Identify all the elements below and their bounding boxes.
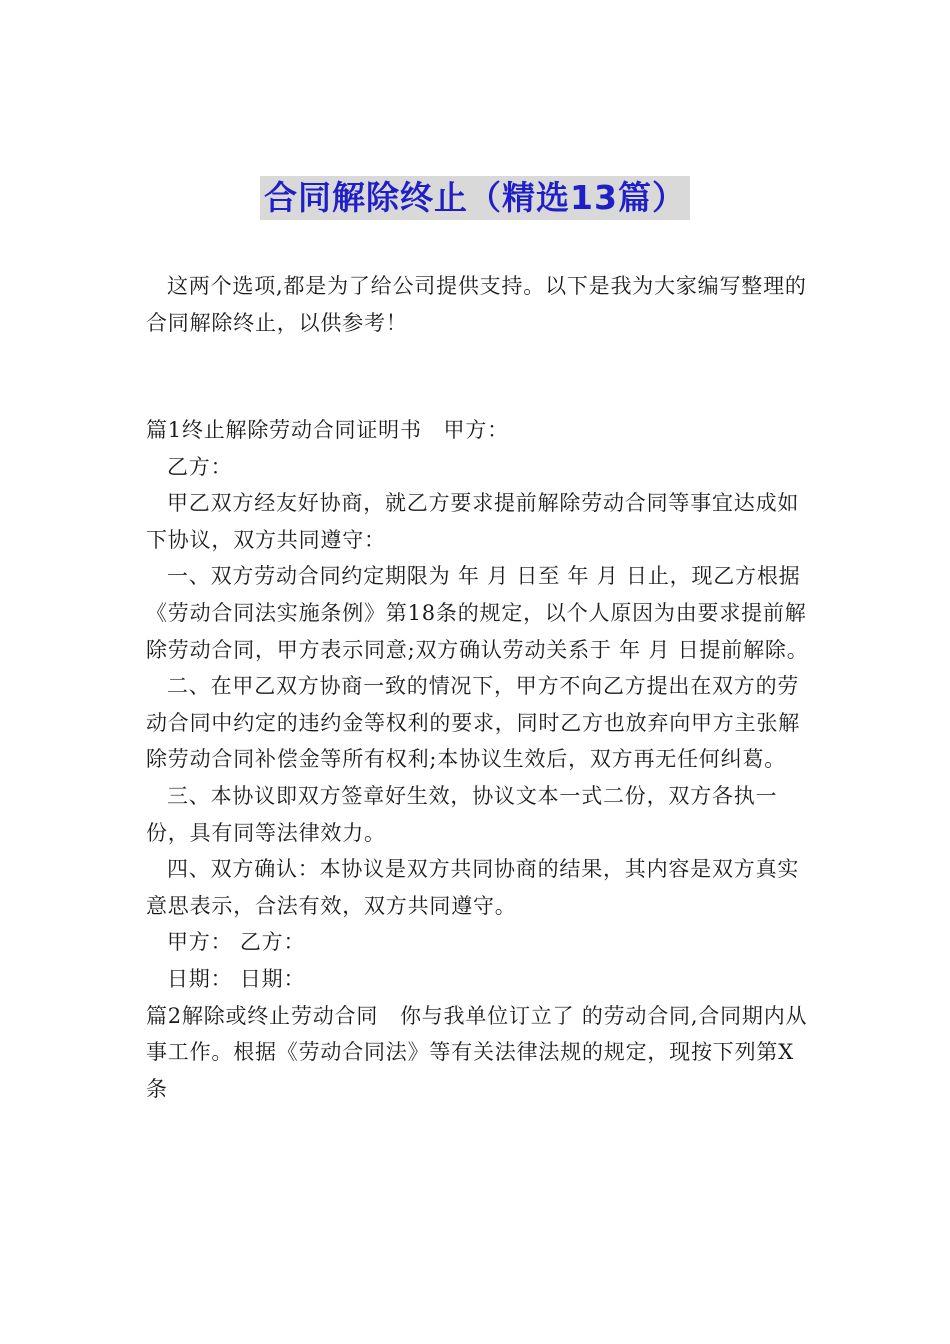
body-paragraph: 三、本协议即双方签章好生效，协议文本一式二份，双方各执一份，具有同等法律效力。 [146, 783, 778, 845]
body-paragraph: 乙方： [167, 454, 233, 479]
body-paragraph: 二、在甲乙双方协商一致的情况下，甲方不向乙方提出在双方的劳动合同中约定的违约金等权利的要求，同时乙方也放弃向甲方主张解除劳动合同补偿金等所有权利;本协议生效后，双方再无任何纠葛。 [146, 674, 800, 772]
body-paragraph: 甲方： 乙方： [167, 930, 306, 955]
document-body [146, 412, 810, 1107]
body-paragraph: 甲乙双方经友好协商，就乙方要求提前解除劳动合同等事宜达成如下协议，双方共同遵守： [146, 491, 800, 552]
body-paragraph: 篇1终止解除劳动合同证明书 甲方： [146, 418, 509, 442]
body-paragraph: 一、双方劳动合同约定期限为 年 月 日至 年 月 日止，现乙方根据《劳动合同法实施条例》第18条的规定，以个人原因为由要求提前解除劳动合同，甲方表示同意;双方确认劳动关系于 年 月 日提前解除。 [146, 564, 809, 662]
document-title: 合同解除终止（精选13篇） [260, 176, 690, 220]
body-paragraph: 篇2解除或终止劳动合同 你与我单位订立了 的劳动合同,合同期内从事工作。根据《劳动合同法》等有关法律法规的规定，现按下列第X条 [146, 1003, 808, 1101]
body-paragraph: 四、双方确认：本协议是双方共同协商的结果，其内容是双方真实意思表示，合法有效，双方共同遵守。 [146, 857, 800, 918]
body-paragraph: 日期： 日期： [167, 966, 306, 991]
intro-paragraph: 这两个选项,都是为了给公司提供支持。以下是我为大家编写整理的合同解除终止，以供参考！ [146, 274, 807, 335]
intro-section [146, 268, 810, 341]
title-container [0, 176, 950, 220]
